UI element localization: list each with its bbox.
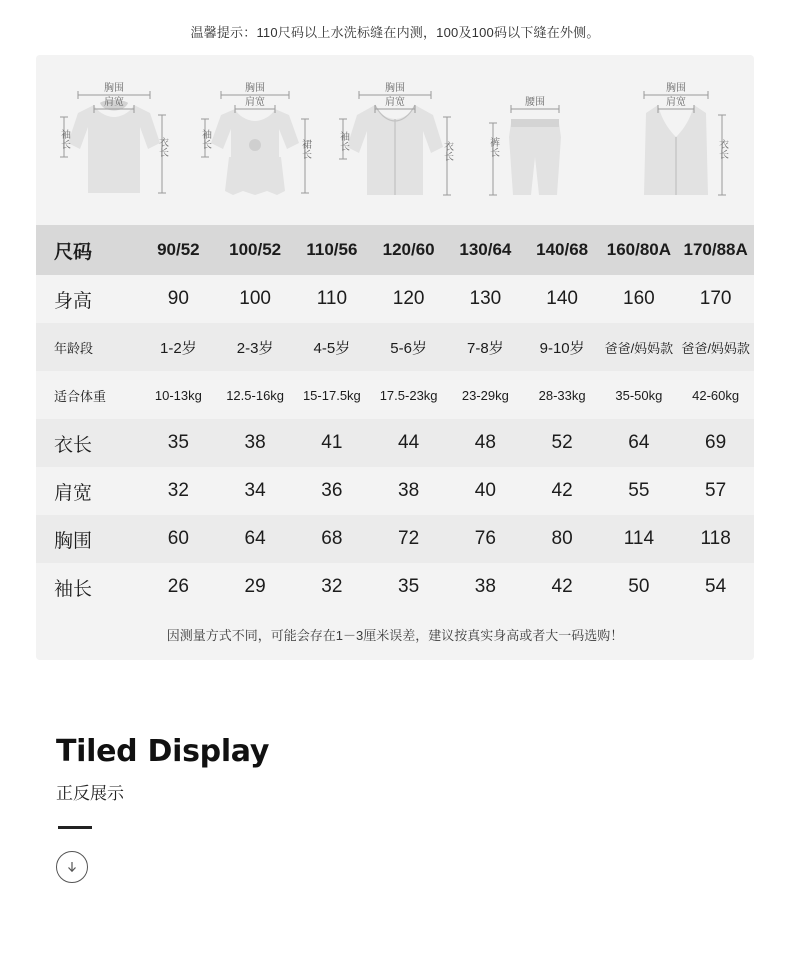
table-cell: 2-3岁 [217,323,294,371]
table-cell: 64 [601,419,678,467]
table-cell: 54 [677,563,754,611]
label-chest: 胸围 [384,83,405,94]
table-cell: 72 [370,515,447,563]
row-label: 肩宽 [36,467,140,515]
table-cell: 160 [601,275,678,323]
table-cell: 15-17.5kg [294,371,371,419]
header-cell: 130/64 [447,225,524,275]
table-cell: 1-2岁 [140,323,217,371]
table-cell: 35 [140,419,217,467]
table-cell: 38 [370,467,447,515]
label-length: 衣长 [716,139,728,159]
divider-rule [58,826,92,829]
table-cell: 140 [524,275,601,323]
header-cell: 110/56 [294,225,371,275]
table-cell: 34 [217,467,294,515]
label-length: 衣长 [156,137,168,157]
table-row [36,275,754,323]
table-cell: 60 [140,515,217,563]
header-label: 尺码 [36,225,140,275]
table-cell: 90 [140,275,217,323]
row-label: 适合体重 [36,371,140,419]
table-row [36,323,754,371]
table-cell: 40 [447,467,524,515]
label-skirt-length: 裙长 [299,139,311,159]
label-chest: 胸围 [244,83,265,94]
table-cell: 29 [217,563,294,611]
table-cell: 10-13kg [140,371,217,419]
arrow-down-icon[interactable] [56,851,88,883]
row-label: 年龄段 [36,323,140,371]
label-shoulder: 肩宽 [104,97,125,108]
table-cell: 38 [447,563,524,611]
size-table [36,225,754,611]
header-cell: 170/88A [677,225,754,275]
label-chest: 胸围 [104,83,125,94]
header-cell: 100/52 [217,225,294,275]
table-cell: 26 [140,563,217,611]
label-sleeve: 袖长 [58,129,70,149]
table-cell: 68 [294,515,371,563]
table-cell: 118 [677,515,754,563]
table-cell: 28-33kg [524,371,601,419]
header-cell: 160/80A [601,225,678,275]
table-cell: 32 [140,467,217,515]
label-sleeve: 袖长 [337,131,349,151]
vest-illustration [612,65,740,215]
table-cell: 76 [447,515,524,563]
header-cell: 90/52 [140,225,217,275]
table-row [36,515,754,563]
label-waist: 腰围 [525,97,546,108]
table-row [36,467,754,515]
table-cell: 42-60kg [677,371,754,419]
label-chest: 胸围 [665,83,686,94]
table-cell: 4-5岁 [294,323,371,371]
table-cell: 32 [294,563,371,611]
table-cell: 170 [677,275,754,323]
row-label: 衣长 [36,419,140,467]
table-cell: 36 [294,467,371,515]
tiled-display-section [56,734,790,883]
table-cell: 100 [217,275,294,323]
row-label: 袖长 [36,563,140,611]
table-cell: 44 [370,419,447,467]
table-cell: 50 [601,563,678,611]
label-shoulder: 肩宽 [665,97,686,108]
table-cell: 64 [217,515,294,563]
table-cell: 7-8岁 [447,323,524,371]
row-label: 身高 [36,275,140,323]
table-row [36,563,754,611]
label-sleeve: 袖长 [199,129,211,149]
dress-illustration [191,65,319,215]
label-shoulder: 肩宽 [384,97,405,108]
table-cell: 42 [524,467,601,515]
table-cell: 52 [524,419,601,467]
table-cell: 23-29kg [447,371,524,419]
label-pants-length: 裤长 [487,137,499,157]
header-cell: 140/68 [524,225,601,275]
table-row [36,419,754,467]
table-cell: 12.5-16kg [217,371,294,419]
tiled-title: Tiled Display [56,734,270,769]
table-cell: 41 [294,419,371,467]
table-cell: 69 [677,419,754,467]
table-cell: 爸爸/妈妈款 [601,323,678,371]
table-cell: 55 [601,467,678,515]
table-cell: 120 [370,275,447,323]
label-length: 衣长 [441,141,453,161]
size-chart-card [36,55,754,660]
table-cell: 57 [677,467,754,515]
tiled-subtitle: 正反展示 [56,784,124,803]
table-cell: 42 [524,563,601,611]
table-cell: 114 [601,515,678,563]
header-cell: 120/60 [370,225,447,275]
table-cell: 5-6岁 [370,323,447,371]
label-shoulder: 肩宽 [244,97,265,108]
garment-illustration-strip [36,55,754,225]
top-notice: 温馨提示：110尺码以上水洗标缝在内测，100及100码以下缝在外侧。 [190,25,600,40]
table-cell: 48 [447,419,524,467]
table-cell: 9-10岁 [524,323,601,371]
table-cell: 80 [524,515,601,563]
table-cell: 38 [217,419,294,467]
table-footnote: 因测量方式不同，可能会存在1－3厘米误差，建议按真实身高或者大一码选购！ [36,611,754,660]
table-row [36,371,754,419]
sweatshirt-illustration [50,65,178,215]
table-cell: 35 [370,563,447,611]
jacket-illustration [331,65,459,215]
pants-illustration [471,65,599,215]
row-label: 胸围 [36,515,140,563]
table-header-row [36,225,754,275]
table-cell: 35-50kg [601,371,678,419]
table-cell: 130 [447,275,524,323]
table-cell: 爸爸/妈妈款 [677,323,754,371]
table-cell: 17.5-23kg [370,371,447,419]
table-cell: 110 [294,275,371,323]
